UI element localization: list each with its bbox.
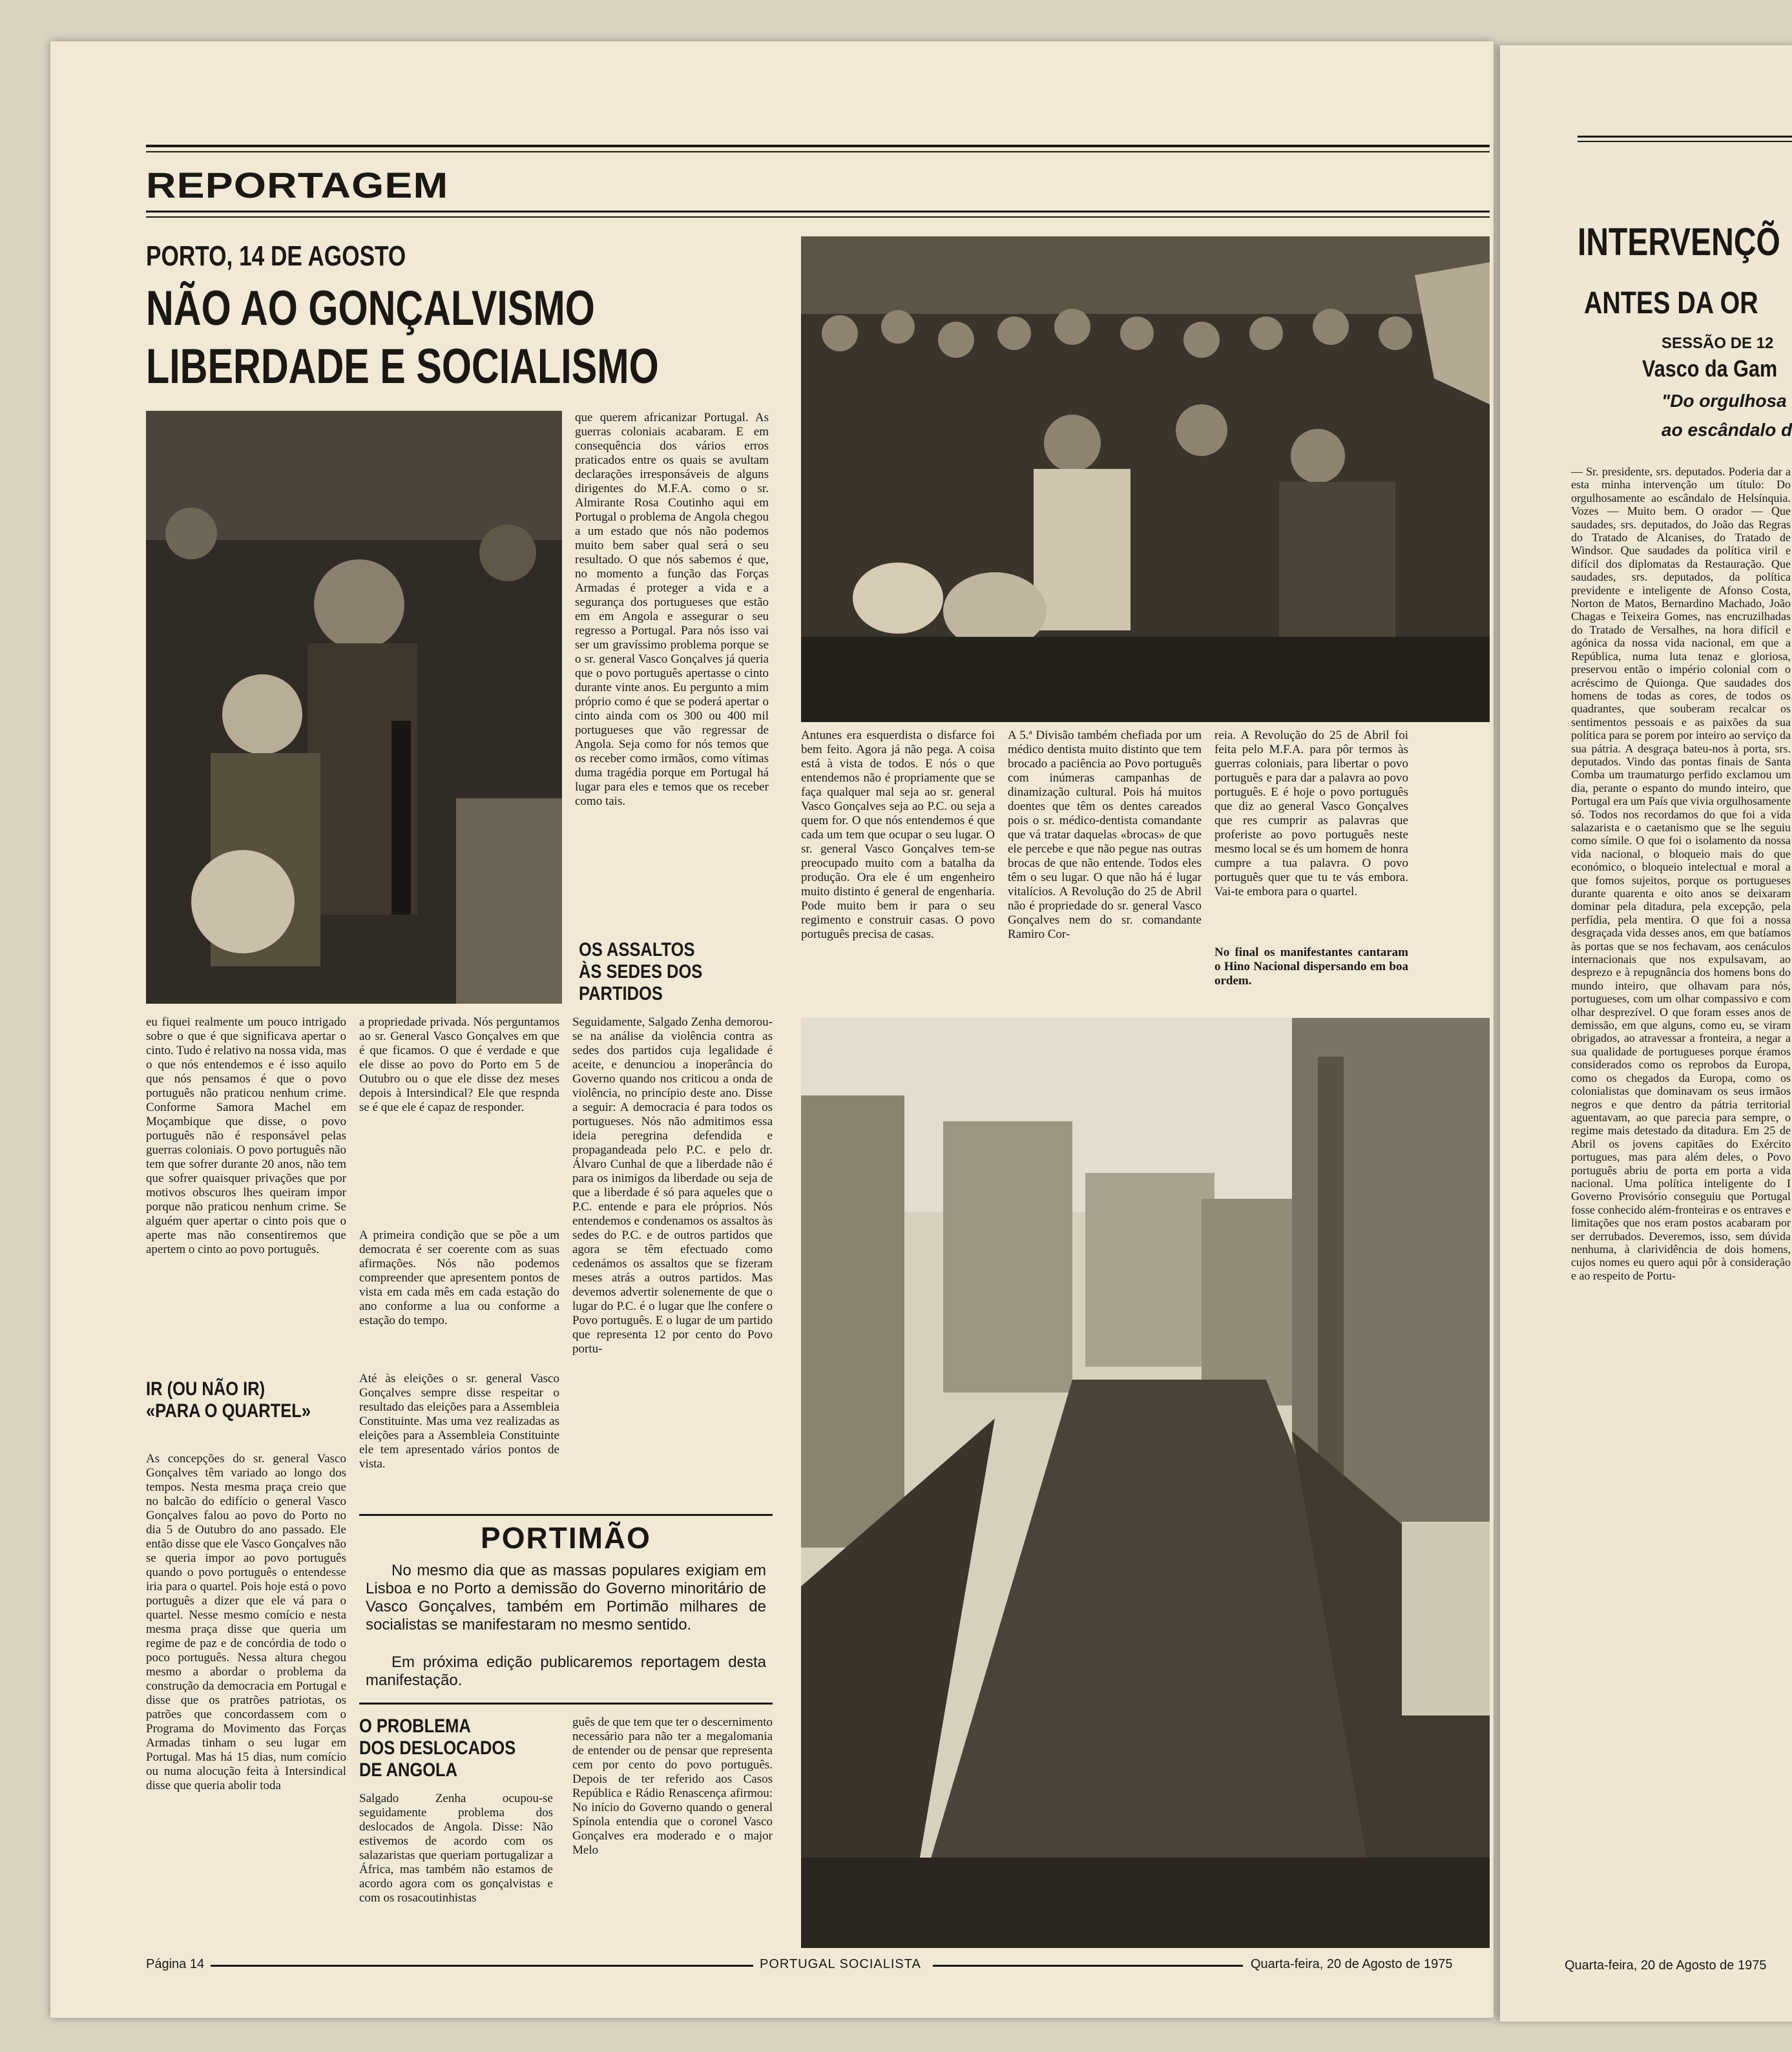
photo-speaker <box>146 411 562 1004</box>
footer-rule-right <box>933 1965 1243 1967</box>
subhead-deslocados-2: DOS DESLOCADOS <box>359 1737 516 1759</box>
top-rule-thin <box>146 151 1490 152</box>
subhead-quartel-1: IR (OU NÃO IR) <box>146 1378 266 1400</box>
footer-rule-left <box>211 1965 753 1967</box>
article-column-g2: A primeira condição que se põe a um democrata é ser coerente com as suas afirmações. Nós não podemos compreender que apresentem pontos de vista em cada mês em cada estação do ano conforme a lua ou conforme a estação do tempo. <box>359 1228 559 1327</box>
adjacent-session: SESSÃO DE 12 <box>1662 335 1774 352</box>
adjacent-page <box>1500 45 1792 2022</box>
article-column-j: guês de que tem que ter o descernimento necessário para não ter a megalomania de entender ou de pensar que representa cem por cento do povo português. Depois de ter referido aos Casos República e Rádio Renascença afirmou: No início do Governo quando o general Spínola entendia que o coronel Vasco Gonçalves era moderado e o major Melo <box>572 1715 773 1857</box>
article-column-d-closing: No final os manifestantes cantaram o Hino Nacional dispersando em boa ordem. <box>1214 946 1408 988</box>
newspaper-page <box>50 41 1494 2018</box>
headline-line-1: NÃO AO GONÇALVISMO <box>146 281 595 336</box>
section-rule <box>146 211 1490 212</box>
article-column-g: a propriedade privada. Nós perguntamos ao sr. General Vasco Gonçalves em que é que ficamos. O que é verdade e que ele disse ao povo do Porto em 5 de Outubro ou o que ele disse dez meses depois à Intersindical? Ele que respnda se é que ele é capaz de responder. <box>359 1015 559 1114</box>
adjacent-quote-2: ao escândalo d <box>1662 420 1792 440</box>
photo-megaphones-art <box>801 236 1490 722</box>
portimao-rule-top <box>359 1514 773 1516</box>
photo-street-crowd-art <box>801 1018 1490 1948</box>
subhead-deslocados-1: O PROBLEMA <box>359 1715 471 1737</box>
adjacent-top-rule <box>1578 136 1792 138</box>
article-column-e: eu fiquei realmente um pouco intrigado sobre o que é que significava apertar o cinto. Tudo é relativo na nossa vida, mas o que nós entendemos e é isso aquilo que nós pensamos é que o povo português não praticou nenhum crime. Conforme Samora Machel em Moçambique que disse, o povo português não é responsável pelas guerras coloniais. O povo português não tem que sofrer durante 20 anos, não tem que sofrer quaisquer privações que por motivos obscuros lhes queiram impor porque não praticou nenhum crime. Se alguém quer apertar o cinto pois que o aperte mas não consentiremos que apertem o cinto ao povo português. <box>146 1015 346 1256</box>
photo-speaker-art <box>146 411 562 1004</box>
article-column-f: As concepções do sr. general Vasco Gonçalves têm variado ao longo dos tempos. Nesta mesma praça creio que no balcão do edifício o general Vasco Gonçalves falou ao povo do Porto no dia 5 de Outubro do ano passado. Ele então disse que ele Vasco Gonçalves não se queria impor ao povo português quando o povo português o entendesse iria para o quartel. Pois hoje está o povo português a dizer que ele vá para o quartel. Nesse mesmo comício e nesta mesma praça disse que queria um regime de paz e de concórdia de todo o poco português. Nessa altura chegou mesmo a abordar o problema da construção da democracia em Portugal e disse que os pratrões patriotas, os patrões que concordassem com o Programa do Movimento das Forças Armadas tinham o seu lugar em Portugal. Mas há 15 dias, num comício ou numa alocução feita à Intersindical disse que queria abolir toda <box>146 1452 346 1792</box>
portimao-rule-bottom <box>359 1703 773 1705</box>
photo-megaphones <box>801 236 1490 722</box>
subhead-assaltos: OS ASSALTOS ÀS SEDES DOS PARTIDOS <box>579 939 703 1004</box>
adjacent-column: — Sr. presidente, srs. deputados. Poderia dar a esta minha intervenção um título: Do orgulhosamente ao escândalo de Helsínquia. Vozes — Muito bem. O orador — Que saudades, srs. deputados, do João das Regras do Tratado de Alcanises, do Tratado de Windsor. Que saudades da política viril e difícil dos diplomatas da Restauração. Que saudades, srs. deputados, da política previdente e inteligente de Afonso Costa, Norton de Matos, Bernardino Machado, João Chagas e Teixeira Gomes, nas encruzilhadas do Tratado de Versalhes, na hora difícil e agónica da nossa vida nacional, em que a República, numa luta tenaz e gloriosa, preservou então o império colonial com o acréscimo de Quionga. Que saudades dos homens de todas as cores, de todos os quadrantes, que souberam recalcar os sentimentos pessoais e as paixões da sua política para se porem por inteiro ao serviço da sua pátria. A desgraça bateu-nos à porta, srs. deputados. Vindo das pontas finais de Santa Comba um traumaturgo perfido exclamou um dia, perante o espanto do mundo inteiro, que Portugal era um País que vivia orgulhosamente só. Todos nos recordamos do que foi a vida salazarista e o caetanismo que se lhe seguiu como símile. O que foi o isolamento da nossa vida nacional, o bloqueio mais do que económico, o bloqueio intelectual e moral a que fomos sujeitos, porque os portugueses durante quarenta e oito anos se deixaram dominar pela ditadura, pela excepção, pela perfídia, pela mentira. O que foi a nossa desgraçada vida desses anos, em que batíamos às portas que se nos fechavam, aos cenáculos internacionais que nos expulsavam, ao desprezo e à repugnância dos homens bons do mundo inteiro, que olhavam para nós, portugueses, com um olhar compassivo e com olhar desprezível. O que foram esses anos de demissão, em que alguns, como eu, se viram obrigados, ao atravessar a fronteira, a negar a sua qualidade de portugueses porque éramos considerados como os reprobos da Europa, como os chegados da Europa, como os colonialistas que dominavam os seus irmãos negros e que dentro da pátria territorial aguentavam, ao que parecia para sempre, o regime mais detestado da ditadura. Em 25 de Abril os jovens capitães do Exército portugues, mas para além deles, o Povo português abriu de porta em porta a vida nacional. Uma política inteligente do I Governo Provisório conseguiu que Portugal fosse conhecido além-fronteiras e os entraves e limitações que nos eram postos acabaram por ser derrubados. Deveremos, isso, sem dúvida nenhuma, à clarividência de dois homens, cujos nomes eu quero aqui pôr à consideração e ao respeito de Portu- <box>1571 465 1791 1282</box>
footer-page-number: Página 14 <box>146 1957 205 1971</box>
portimao-paragraph-1: No mesmo dia que as massas populares exigiam em Lisboa e no Porto a demissão do Governo minoritário de Vasco Gonçalves, também em Portimão milhares de socialistas se manifestaram no mesmo sentido. <box>366 1562 766 1633</box>
footer-paper-name: PORTUGAL SOCIALISTA <box>760 1957 921 1971</box>
article-column-b: Antunes era esquerdista o disfarce foi bem feito. Agora já não pega. A coisa está à vista de todos. E nós o que entendemos não é propriamente que se faça qualquer mal seja ao sr. general Vasco Gonçalves seja ao P.C. ou seja a quem for. O que nós entendemos é que cada um tem que ocupar o seu lugar. O sr. general Vasco Gonçalves tem-se preocupado muito com a batalha da produção. Ora ele é um engenheiro muito distinto é general de engenharia. Pode muito bem ir para o seu regimento e construir casas. O povo português precisa de casas. <box>801 729 995 941</box>
adjacent-speaker: Vasco da Gam <box>1642 355 1778 382</box>
subhead-quartel-2: «PARA O QUARTEL» <box>146 1400 311 1422</box>
section-rule-thin <box>146 216 1490 218</box>
article-column-a: que querem africanizar Portugal. As guerras coloniais acabaram. E em consequência dos vários erros praticados entre os quais se avultam declarações irresponsáveis de alguns dirigentes do M.F.A. como o sr. Almirante Rosa Coutinho aqui em Portugal o problema de Angola chegou a um estado que nós não podemos muito bem saber qual será o seu resultado. O que nós sabemos é que, no momento a função das Forças Armadas é proteger a vida e a segurança dos portugueses que estão em em Angola e assegurar o seu regresso a Portugal. Para nós isso vai ser um gravíssimo problema porque se o sr. general Vasco Gonçalves já queria que o povo português apertasse o cinto durante vinte anos. Eu pergunto a mim próprio como é que se poderá apertar o cinto ainda com os 300 ou 400 mil portugueses que vão regressar de Angola. Seja como for nós temos que os receber como irmãos, como vítimas duma tragédia porque em Portugal há lugar para eles e temos que os receber como tais. <box>575 411 769 808</box>
article-column-c: A 5.ª Divisão também chefiada por um médico dentista muito distinto que tem brocado a paciência ao Povo português com inúmeras campanhas de dinamização cultural. Pois há muitos doentes que têm os dentes careados pois o sr. médico-dentista comandante que vá tratar daquelas «brocas» de que ele percebe e que não pegue nas outras brocas de que não entende. Todos eles têm o seu lugar. O que não há é lugar vitalícios. A Revolução do 25 de Abril não é propriedade do sr. general Vasco Gonçalves nem do sr. comandante Ramiro Cor- <box>1008 729 1202 941</box>
section-title: REPORTAGEM <box>146 165 449 205</box>
adjacent-top-rule-thin <box>1578 141 1792 142</box>
headline-line-2: LIBERDADE E SOCIALISMO <box>146 339 659 394</box>
article-column-h: Seguidamente, Salgado Zenha demorou-se na análise da violência contra as sedes dos partidos cuja legalidade é aceite, e denunciou a inoperância do Governo quando nos criticou a onda de violência, no princípio deste ano. Disse a seguir: A democracia é para todos os portugueses. Nós não admitimos essa ideia peregrina defendida e propagandeada pelo P.C. e pelo dr. Álvaro Cunhal de que a liberdade não é para os inimigos da liberdade ou seja de que a liberdade é só para aqueles que o P.C. entende e para ele próprios. Nós entendemos e condenamos os assaltos às sedes do P.C. e de outros partidos que agora se têm efectuado como cedenámos os assaltos que se fizeram meses atrás a outros partidos. Mas devemos advertir solenemente de que o lugar do P.C. é o lugar que lhe confere o Povo português. E o lugar de um partido que representa 12 por cento do Povo portu- <box>572 1015 773 1356</box>
article-column-d: reia. A Revolução do 25 de Abril foi feita pelo M.F.A. para pôr termos às guerras coloniais, para libertar o povo português e para dar a palavra ao povo português. E é hoje o povo português que diz ao general Vasco Gonçalves que res cumprir as palavras que proferiste ao povo português neste mesmo local se és um homem de honra cumpre a tua palavra. O povo português quer que tu te vás embora. Vai-te embora para o quartel. <box>1214 729 1408 898</box>
adjacent-footer-date: Quarta-feira, 20 de Agosto de 1975 <box>1565 1958 1767 1973</box>
footer-date: Quarta-feira, 20 de Agosto de 1975 <box>1251 1957 1453 1971</box>
portimao-title: PORTIMÃO <box>481 1521 651 1555</box>
adjacent-subheadline: ANTES DA OR <box>1584 286 1758 320</box>
adjacent-quote-1: "Do orgulhosa <box>1662 391 1787 411</box>
subhead-deslocados-3: DE ANGOLA <box>359 1759 458 1781</box>
article-column-g3: Até às eleições o sr. general Vasco Gonçalves sempre disse respeitar o resultado das eleições para a Assembleia Constituinte. Mas uma vez realizadas as eleições para a Assembleia Constituinte ele tem apresentado vários pontos de vista. <box>359 1372 559 1471</box>
kicker: PORTO, 14 DE AGOSTO <box>146 240 406 272</box>
portimao-paragraph-2: Em próxima edição publicaremos reportagem desta manifestação. <box>366 1653 766 1689</box>
top-rule <box>146 145 1490 147</box>
photo-street-crowd <box>801 1018 1490 1948</box>
adjacent-headline: INTERVENÇÕ <box>1578 220 1780 264</box>
article-column-i: Salgado Zenha ocupou-se seguidamente problema dos deslocados de Angola. Disse: Não estivemos de acordo com os salazaristas que queriam portugalizar a África, mas também não estamos de acordo agora com os gonçalvistas e com os rosacoutinhistas <box>359 1792 553 1905</box>
